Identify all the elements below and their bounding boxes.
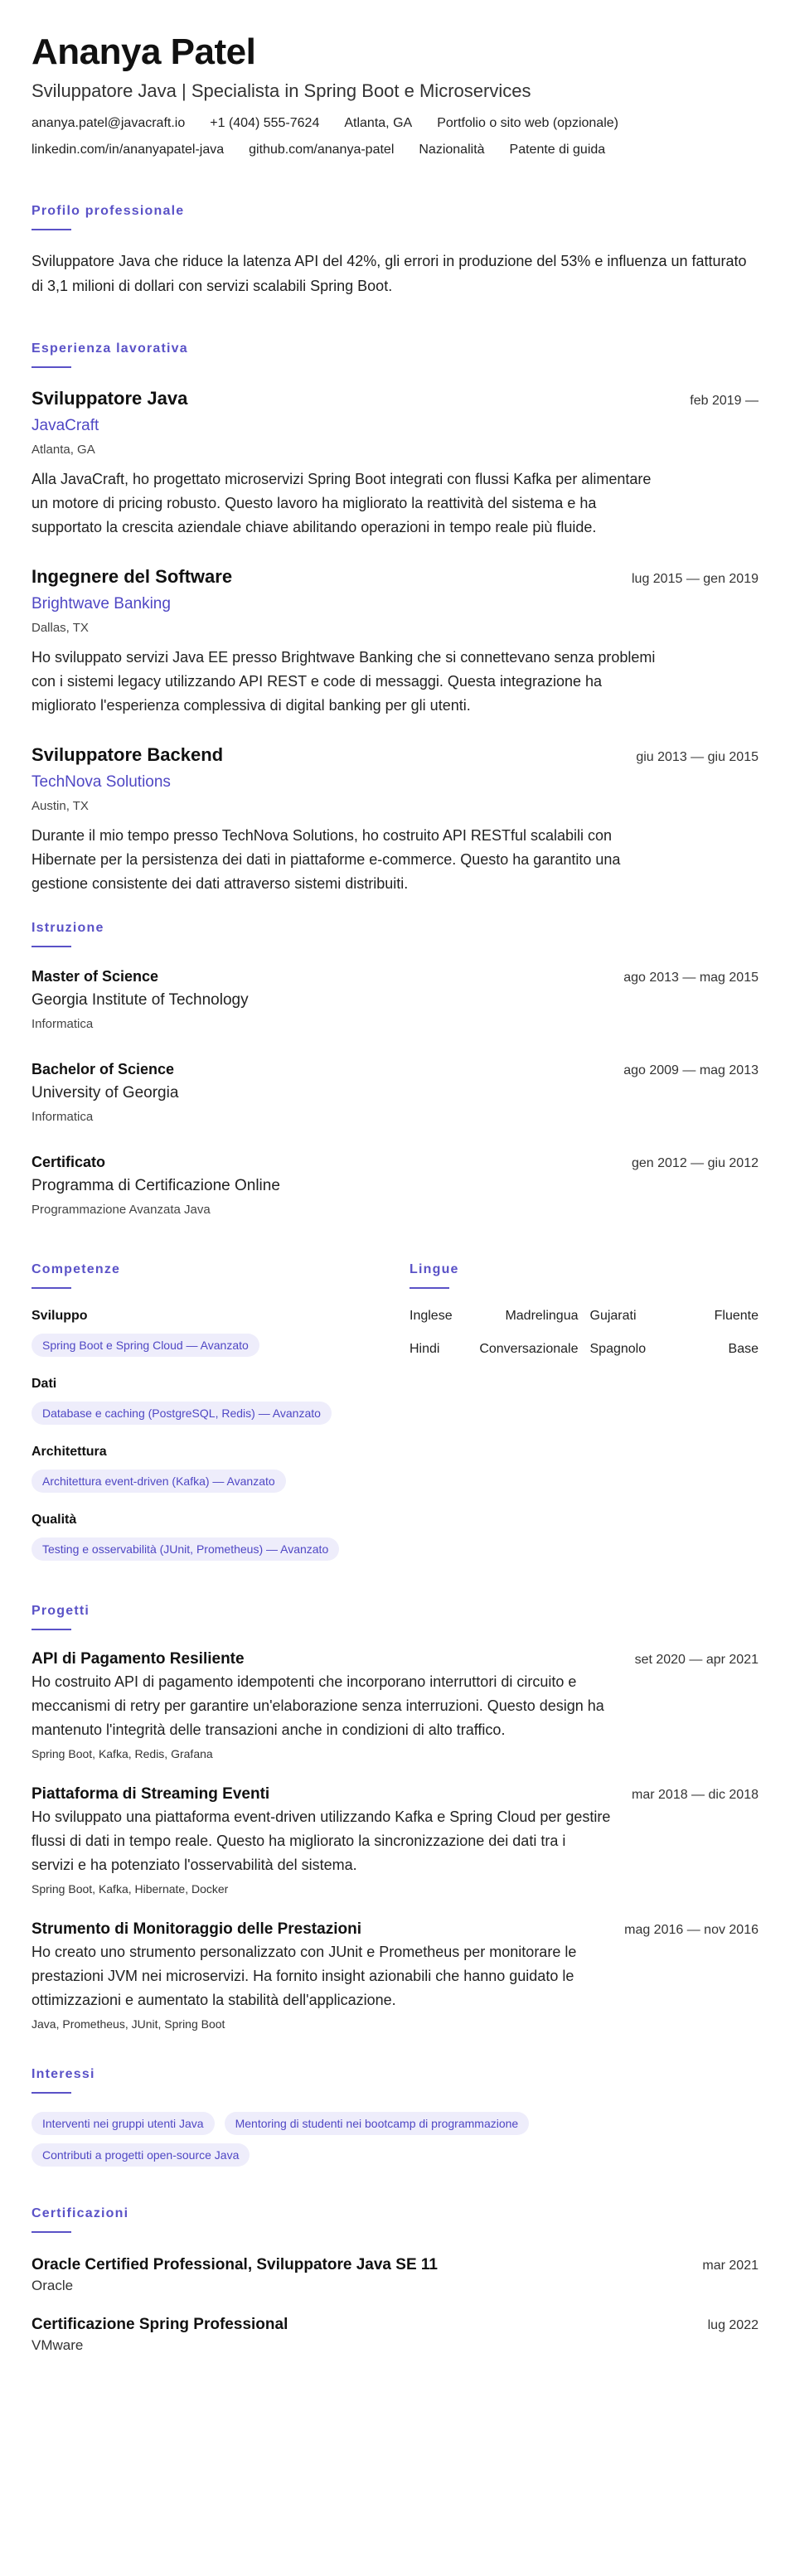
language-level: Conversazionale xyxy=(479,1342,579,1356)
contact-list xyxy=(32,113,758,161)
job-description: Alla JavaCraft, ho progettato microservizi Spring Boot integrati con flussi Kafka per alimentare un motore di pricing robusto. Questo lavoro ha migliorato la reattività del sistema e ha supportato la crescita aziendale chiave abilitando operazioni in tempo reale più fluide. xyxy=(32,471,652,535)
certification-date: lug 2022 xyxy=(707,2318,758,2332)
certifications-section xyxy=(32,2206,758,2356)
project-entry xyxy=(32,1649,758,1762)
education-section xyxy=(32,921,758,1219)
project-description: Ho costruito API di pagamento idempotenti che incorporano interruttori di circuito e meccanismi di retry per garantire un'elaborazione senza interruzioni. Questo design ha mantenuto l'integrità delle transazioni anche in condizioni di alto traffico. xyxy=(32,1673,604,1738)
language-item xyxy=(590,1307,759,1325)
language-item xyxy=(590,1340,759,1358)
job-entry xyxy=(32,564,758,718)
job-entry xyxy=(32,743,758,896)
interests-section xyxy=(32,2067,758,2167)
skill-group xyxy=(32,1511,410,1561)
education-entry xyxy=(32,1058,758,1126)
project-description: Ho creato uno strumento personalizzato con JUnit e Prometheus per monitorare le prestazioni JVM nei microservizi. Ha fornito insight azionabili che hanno guidato le ottimizzazioni e aumentato la stabilità dell'applicazione. xyxy=(32,1944,577,2008)
certification-entry xyxy=(32,2314,758,2356)
candidate-headline: Sviluppatore Java | Specialista in Spring Boot e Microservices xyxy=(32,80,531,101)
job-location: Atlanta, GA xyxy=(32,443,95,457)
certification-name: Certificazione Spring Professional xyxy=(32,2316,288,2333)
interest-list xyxy=(32,2105,595,2167)
certification-issuer: Oracle xyxy=(32,2278,74,2293)
certification-entry xyxy=(32,2254,758,2296)
contact-phone[interactable]: +1 (404) 555-7624 xyxy=(210,116,320,130)
section-title: Istruzione xyxy=(32,921,104,935)
education-date: ago 2009 — mag 2013 xyxy=(623,1063,758,1077)
project-title: Piattaforma di Streaming Eventi xyxy=(32,1785,270,1803)
project-tech: Java, Prometheus, JUnit, Spring Boot xyxy=(32,2017,225,2031)
project-description: Ho sviluppato una piattaforma event-driven utilizzando Kafka e Spring Cloud per gestire flussi di dati in tempo reale. Questo ha migliorato la sincronizzazione dei dati tra i servizi e ha potenziato l'osservabilità del sistema. xyxy=(32,1809,611,1873)
language-grid xyxy=(410,1307,758,1358)
project-date: set 2020 — apr 2021 xyxy=(634,1653,758,1667)
section-title: Profilo professionale xyxy=(32,204,185,218)
job-entry xyxy=(32,386,758,540)
section-divider xyxy=(32,946,71,947)
section-title: Lingue xyxy=(410,1262,459,1276)
skill-pill: Database e caching (PostgreSQL, Redis) — Avanzato xyxy=(32,1402,332,1425)
skill-group xyxy=(32,1375,410,1425)
job-company: TechNova Solutions xyxy=(32,773,171,791)
contact-email[interactable]: ananya.patel@javacraft.io xyxy=(32,116,186,130)
skill-pill: Spring Boot e Spring Cloud — Avanzato xyxy=(32,1334,259,1357)
skill-group xyxy=(32,1443,410,1493)
contact-driving-license: Patente di guida xyxy=(509,143,606,157)
job-date: feb 2019 — xyxy=(690,394,758,408)
language-level: Fluente xyxy=(714,1309,758,1323)
education-entry xyxy=(32,966,758,1034)
education-school: University of Georgia xyxy=(32,1084,179,1102)
section-title: Certificazioni xyxy=(32,2206,129,2220)
language-item xyxy=(410,1340,579,1358)
section-title: Progetti xyxy=(32,1604,90,1618)
job-description: Durante il mio tempo presso TechNova Solutions, ho costruito API RESTful scalabili con Hibernate per la persistenza dei dati in piattaforme e-commerce. Questo ha garantito una gestione consistente dei dati attraverso sistemi distribuiti. xyxy=(32,827,621,892)
candidate-name: Ananya Patel xyxy=(32,31,256,72)
skills-languages-row xyxy=(32,1262,758,1579)
project-date: mar 2018 — dic 2018 xyxy=(632,1788,758,1802)
section-title: Interessi xyxy=(32,2067,95,2081)
certification-issuer: VMware xyxy=(32,2337,84,2353)
education-entry xyxy=(32,1151,758,1219)
education-school: Georgia Institute of Technology xyxy=(32,991,249,1009)
section-title: Esperienza lavorativa xyxy=(32,341,188,356)
projects-section xyxy=(32,1604,758,2032)
skill-category: Dati xyxy=(32,1377,57,1391)
interest-pill: Interventi nei gruppi utenti Java xyxy=(32,2112,215,2135)
education-date: gen 2012 — giu 2012 xyxy=(631,1156,758,1170)
skill-category: Architettura xyxy=(32,1445,107,1459)
project-title: Strumento di Monitoraggio delle Prestazioni xyxy=(32,1920,361,1938)
education-field: Programmazione Avanzata Java xyxy=(32,1203,211,1217)
project-date: mag 2016 — nov 2016 xyxy=(624,1923,758,1937)
interest-pill: Mentoring di studenti nei bootcamp di programmazione xyxy=(225,2112,530,2135)
education-degree: Master of Science xyxy=(32,968,159,985)
section-divider xyxy=(32,1629,71,1630)
education-degree: Bachelor of Science xyxy=(32,1061,175,1077)
resume-header xyxy=(32,31,758,161)
project-entry xyxy=(32,1784,758,1897)
language-name: Inglese xyxy=(410,1309,453,1323)
section-divider xyxy=(32,2092,71,2094)
section-divider xyxy=(32,366,71,368)
contact-portfolio[interactable]: Portfolio o sito web (opzionale) xyxy=(437,116,618,130)
profile-summary: Sviluppatore Java che riduce la latenza API del 42%, gli errori in produzione del 53% e influenza un fatturato di 3,1 milioni di dollari con servizi scalabili Spring Boot. xyxy=(32,253,747,294)
job-description: Ho sviluppato servizi Java EE presso Brightwave Banking che si connettevano senza problemi con i sistemi legacy utilizzando API REST e code di messaggi. Questa integrazione ha migliorato l'esperienza complessiva di digital banking per gli utenti. xyxy=(32,649,656,714)
languages-section xyxy=(410,1262,758,1579)
job-company: JavaCraft xyxy=(32,417,99,434)
language-name: Hindi xyxy=(410,1342,440,1356)
job-title: Sviluppatore Java xyxy=(32,388,188,409)
language-level: Base xyxy=(728,1342,758,1356)
education-school: Programma di Certificazione Online xyxy=(32,1177,280,1194)
skill-pill: Testing e osservabilità (JUnit, Prometheus) — Avanzato xyxy=(32,1537,339,1561)
project-title: API di Pagamento Resiliente xyxy=(32,1650,245,1668)
contact-linkedin[interactable]: linkedin.com/in/ananyapatel-java xyxy=(32,143,225,157)
job-company: Brightwave Banking xyxy=(32,595,171,613)
language-name: Spagnolo xyxy=(589,1342,647,1356)
job-date: lug 2015 — gen 2019 xyxy=(631,572,758,586)
education-field: Informatica xyxy=(32,1017,94,1031)
job-title: Sviluppatore Backend xyxy=(32,744,224,765)
section-divider xyxy=(32,2231,71,2233)
section-divider xyxy=(32,229,71,230)
job-date: giu 2013 — giu 2015 xyxy=(636,750,758,764)
skills-section xyxy=(32,1262,410,1579)
project-tech: Spring Boot, Kafka, Redis, Grafana xyxy=(32,1747,213,1760)
language-name: Gujarati xyxy=(589,1309,637,1323)
skill-category: Sviluppo xyxy=(32,1309,88,1323)
language-level: Madrelingua xyxy=(505,1309,579,1323)
job-location: Dallas, TX xyxy=(32,621,89,635)
section-divider xyxy=(32,1287,71,1289)
project-tech: Spring Boot, Kafka, Hibernate, Docker xyxy=(32,1882,229,1896)
contact-nationality: Nazionalità xyxy=(419,143,485,157)
section-title: Competenze xyxy=(32,1262,121,1276)
skill-pill: Architettura event-driven (Kafka) — Avanzato xyxy=(32,1470,286,1493)
experience-section xyxy=(32,341,758,896)
job-location: Austin, TX xyxy=(32,799,89,813)
profile-section xyxy=(32,204,758,298)
interest-pill: Contributi a progetti open-source Java xyxy=(32,2143,250,2167)
language-item xyxy=(410,1307,579,1325)
project-entry xyxy=(32,1919,758,2032)
contact-location: Atlanta, GA xyxy=(344,116,413,130)
certification-date: mar 2021 xyxy=(702,2259,758,2273)
certification-name: Oracle Certified Professional, Sviluppatore Java SE 11 xyxy=(32,2256,438,2273)
education-date: ago 2013 — mag 2015 xyxy=(623,971,758,985)
skill-group xyxy=(32,1307,410,1357)
education-field: Informatica xyxy=(32,1110,94,1124)
education-degree: Certificato xyxy=(32,1154,106,1170)
contact-github[interactable]: github.com/ananya-patel xyxy=(249,143,395,157)
job-title: Ingegnere del Software xyxy=(32,566,233,587)
skill-category: Qualità xyxy=(32,1513,77,1527)
section-divider xyxy=(410,1287,449,1289)
